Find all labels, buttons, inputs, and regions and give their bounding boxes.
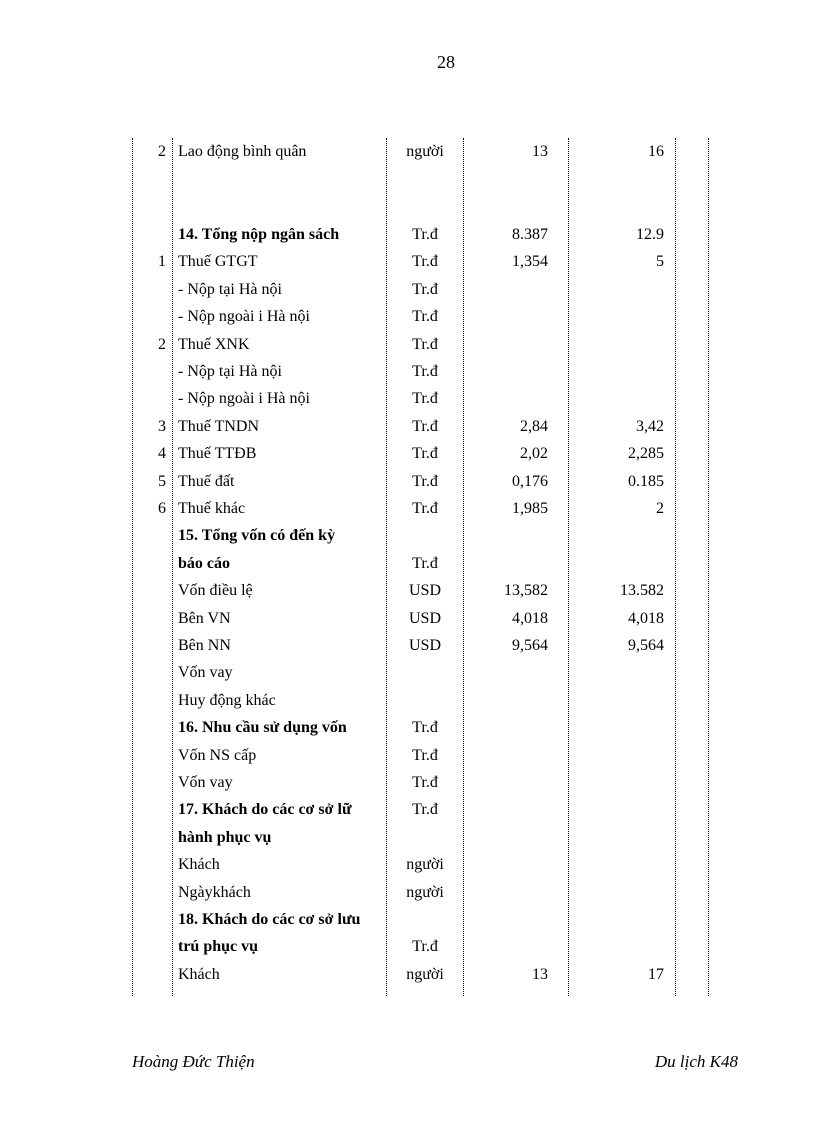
row-unit: người [406,965,444,983]
row-value-1: 0,176 [512,472,548,490]
row-label: báo cáo [178,554,230,572]
row-value-1: 1,985 [512,500,548,517]
row-label: Thuế đất [178,472,235,490]
row-label: Thuế khác [178,500,246,517]
row-unit: người [406,883,444,901]
row-unit: USD [408,609,441,627]
row-value-1: 1,354 [512,253,548,271]
row-unit: Tr.đ [412,280,438,298]
row-value-2: 5 [656,253,664,271]
table-row [0,331,816,358]
table-row [0,769,816,796]
row-label: Vốn vay [178,664,233,682]
row-unit: Tr.đ [412,554,438,572]
row-label: trú phục vụ [178,938,259,956]
row-value-2: 2 [656,500,664,517]
row-unit: Tr.đ [412,938,438,956]
data-table [0,138,816,996]
row-unit: Tr.đ [412,774,438,791]
row-unit: USD [408,637,441,654]
row-value-2: 0.185 [628,472,664,490]
row-label: hành phục vụ [178,828,272,846]
row-value-2: 4,018 [628,609,664,627]
row-label: Vốn NS cấp [178,746,257,764]
row-label: - Nộp tại Hà nội [178,363,282,380]
row-unit: Tr.đ [412,719,438,737]
row-label: Khách [178,965,220,983]
row-value-1: 9,564 [512,637,548,654]
row-value-1: 13 [532,965,548,983]
row-label: - Nộp ngoài i Hà nội [178,390,310,408]
row-label: 17. Khách do các cơ sở lữ [178,801,352,819]
row-value-2: 9,564 [628,637,664,654]
table-row [0,358,816,385]
row-label: Bên VN [178,609,231,627]
row-label: Lao động bình quân [178,143,307,160]
table-row [0,276,816,303]
row-value-1: 8.387 [512,226,548,243]
row-label: - Nộp ngoài i Hà nội [178,308,310,326]
table-row [0,550,816,577]
row-unit: Tr.đ [412,308,438,326]
row-unit: Tr.đ [412,500,438,517]
table-row [0,851,816,878]
table-row [0,468,816,495]
table-row [0,906,816,933]
row-unit: người [406,856,444,874]
row-number: 1 [158,253,166,271]
row-unit: người [406,143,444,160]
row-label: Thuế TNDN [178,417,260,435]
row-label: 18. Khách do các cơ sở lưu [178,911,361,928]
table-row [0,687,816,714]
row-number: 6 [158,500,166,517]
row-label: 14. Tổng nộp ngân sách [178,226,340,243]
row-label: Vốn điều lệ [178,582,253,600]
table-row [0,961,816,988]
row-label: - Nộp tại Hà nội [178,280,282,298]
row-unit: Tr.đ [412,253,438,271]
row-label: Bên NN [178,637,231,654]
row-number: 4 [158,445,166,463]
table-row [0,440,816,467]
row-unit: Tr.đ [412,226,438,243]
row-value-2: 2,285 [628,445,664,463]
row-number: 5 [158,472,166,490]
row-label: 15. Tổng vốn có đến kỳ [178,527,336,545]
table-row [0,879,816,906]
row-value-2: 12.9 [636,226,664,243]
table-row [0,933,816,960]
row-number: 2 [158,335,166,353]
row-unit: Tr.đ [412,363,438,380]
table-row [0,742,816,769]
row-label: Thuế TTĐB [178,445,257,463]
row-unit: Tr.đ [412,472,438,490]
table-row [0,248,816,275]
table-row [0,138,816,165]
row-unit: Tr.đ [412,445,438,463]
table-row [0,824,816,851]
row-label: Khách [178,856,220,874]
table-row [0,632,816,659]
row-value-2: 17 [648,965,664,983]
table-row [0,796,816,823]
table-row [0,577,816,604]
row-value-2: 3,42 [636,417,664,435]
row-number: 2 [158,143,166,160]
row-value-1: 13 [532,143,548,160]
row-value-2: 16 [648,143,664,160]
row-unit: Tr.đ [412,335,438,353]
row-unit: Tr.đ [412,746,438,764]
row-label: Thuế GTGT [178,253,258,271]
row-unit: USD [408,582,441,600]
row-value-1: 4,018 [512,609,548,627]
table-row [0,413,816,440]
row-value-2: 13.582 [620,582,664,600]
row-unit: Tr.đ [412,801,438,819]
row-label: Ngàykhách [178,883,251,901]
row-label: 16. Nhu cầu sử dụng vốn [178,719,347,737]
row-label: Thuế XNK [178,335,250,353]
row-unit: Tr.đ [412,417,438,435]
row-value-1: 2,02 [520,445,548,463]
row-label: Vốn vay [178,774,233,791]
row-number: 3 [158,417,166,435]
table-row [0,495,816,522]
table-row [0,221,816,248]
footer-author: Hoàng Đức Thiện [132,1052,255,1071]
table-row [0,303,816,330]
table-row [0,605,816,632]
table-row [0,522,816,549]
table-row [0,385,816,412]
footer-class: Du lịch K48 [654,1052,738,1071]
row-label: Huy động khác [178,691,276,709]
page-number: 28 [437,52,455,72]
row-value-1: 13,582 [504,582,548,600]
table-row [0,659,816,686]
table-row [0,714,816,741]
row-unit: Tr.đ [412,390,438,408]
row-value-1: 2,84 [520,417,548,435]
